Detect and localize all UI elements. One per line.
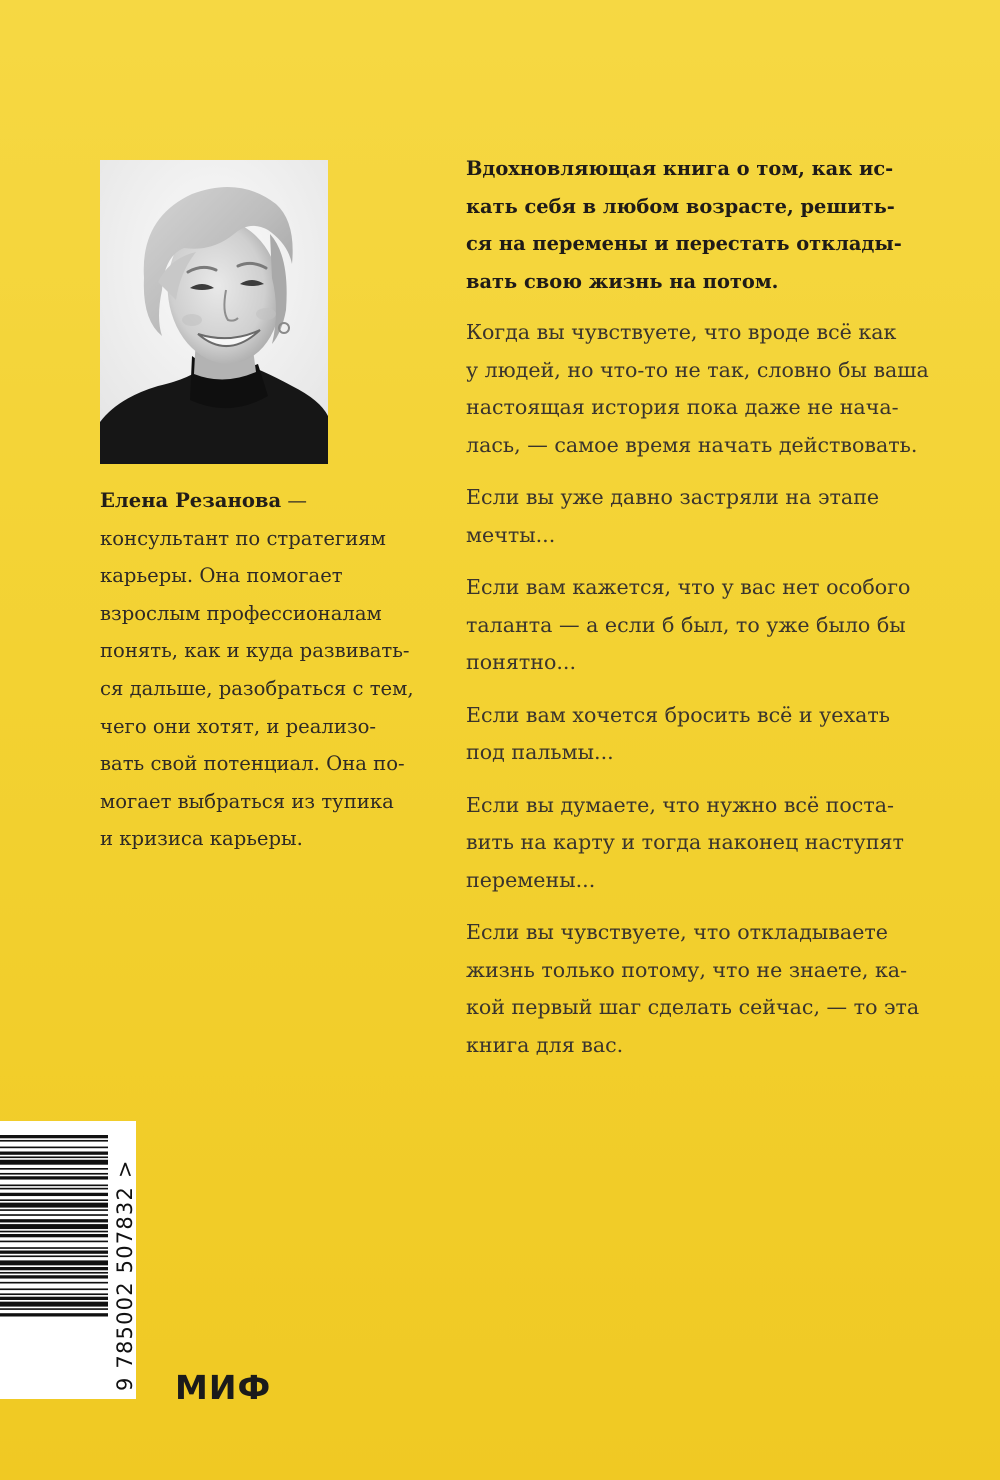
- blurb-line: Когда вы чувствуете, что вроде всё как: [466, 320, 897, 345]
- author-name: Елена Резанова: [100, 489, 282, 512]
- blurb-line: мечты...: [466, 522, 556, 547]
- blurb-lead-line: ся на перемены и перестать отклады-: [466, 232, 902, 256]
- blurb-line: понятно...: [466, 650, 576, 675]
- blurb-paragraph: [466, 697, 936, 772]
- author-portrait: [100, 160, 328, 464]
- blurb-paragraph: [466, 787, 936, 900]
- author-bio-line: консультант по стратегиям: [100, 526, 386, 550]
- author-bio-line: и кризиса карьеры.: [100, 827, 303, 851]
- blurb-line: настоящая история пока даже не нача-: [466, 395, 899, 420]
- blurb-line: Если вам кажется, что у вас нет особого: [466, 575, 911, 600]
- blurb-line: таланта — а если б был, то уже было бы: [466, 612, 906, 637]
- blurb-lead-line: Вдохновляющая книга о том, как ис-: [466, 157, 894, 180]
- author-bio-line: понять, как и куда развивать-: [100, 639, 410, 663]
- blurb-line: Если вы уже давно застряли на этапе: [466, 485, 880, 510]
- blurb-line: жизнь только потому, что не знаете, ка-: [466, 957, 908, 982]
- blurb-lead-line: вать свою жизнь на потом.: [466, 269, 779, 293]
- author-bio: [100, 482, 430, 858]
- author-bio-line: ся дальше, разобраться с тем,: [100, 676, 414, 700]
- author-bio-line: вать свой потенциал. Она по-: [100, 752, 405, 776]
- blurb-paragraph: [466, 914, 936, 1064]
- author-bio-line: карьеры. Она помогает: [100, 564, 343, 588]
- blurb-line: лась, — самое время начать действовать.: [466, 432, 918, 457]
- blurb-line: книга для вас.: [466, 1032, 624, 1057]
- author-bio-first-line: Елена Резанова —: [100, 489, 308, 512]
- blurb-line: перемены...: [466, 867, 596, 892]
- blurb-line: Если вам хочется бросить всё и уехать: [466, 702, 890, 727]
- book-blurb: [466, 150, 936, 1079]
- blurb-line: под пальмы...: [466, 740, 614, 765]
- blurb-paragraph: [466, 479, 936, 554]
- blurb-line: вить на карту и тогда наконец наступят: [466, 830, 904, 855]
- blurb-paragraph: [466, 569, 936, 682]
- publisher-name: МИФ: [175, 1368, 272, 1407]
- blurb-paragraph: [466, 314, 936, 464]
- author-bio-line: взрослым профессионалам: [100, 601, 382, 625]
- blurb-line: Если вы думаете, что нужно всё поста-: [466, 792, 894, 817]
- author-bio-line: могает выбраться из тупика: [100, 789, 394, 813]
- blurb-line: у людей, но что-то не так, словно бы ваша: [466, 357, 929, 382]
- blurb-line: Если вы чувствуете, что откладываете: [466, 920, 888, 945]
- isbn-number: 9 785002 507832 >: [113, 1159, 137, 1391]
- blurb-line: кой первый шаг сделать сейчас, — то эта: [466, 995, 920, 1020]
- publisher-logo: [175, 1370, 271, 1406]
- author-bio-line: чего они хотят, и реализо-: [100, 714, 377, 738]
- blurb-lead: [466, 150, 936, 300]
- blurb-lead-line: кать себя в любом возрасте, решить-: [466, 194, 895, 218]
